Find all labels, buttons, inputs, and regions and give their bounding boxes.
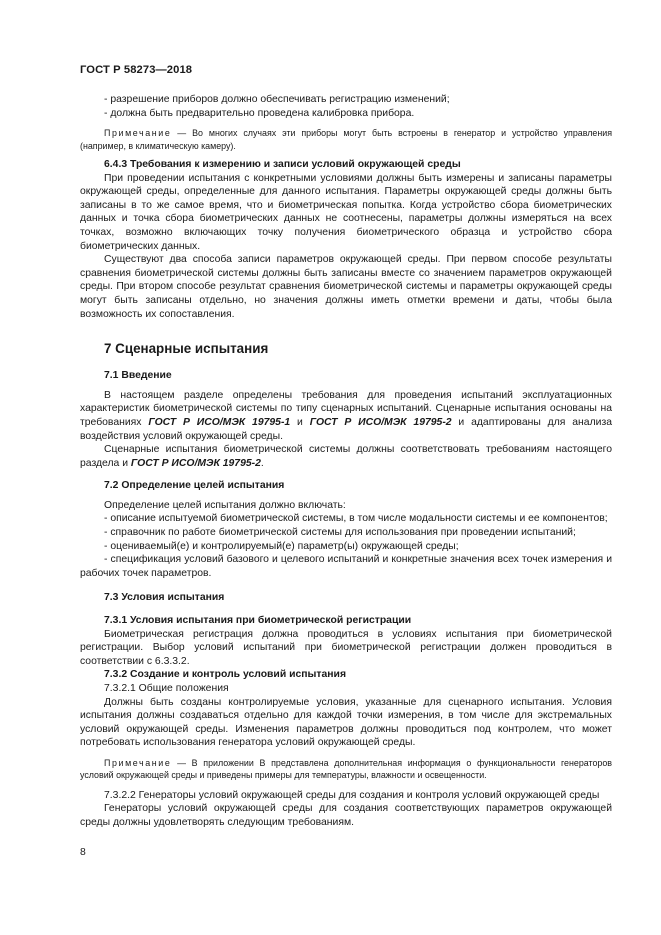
page-body (80, 93, 612, 830)
text-run: . (260, 457, 264, 469)
note-text: — В приложении В представлена дополнительная информация о функциональности генераторов условий окружающей среды и приведены примеры для температуры, влажности и освещенности. (80, 757, 612, 781)
list-item: - оцениваемый(е) и контролируемый(е) параметр(ы) окружающей среды; (104, 540, 459, 552)
document-code-header: ГОСТ Р 58273—2018 (80, 64, 193, 76)
text-run: В настоящем разделе определены требования для проведения испытаний эксплуатационных характеристик биометрической системы по типу сценарных испытаний. Сценарные испытания основаны на требованиях (80, 389, 612, 428)
section-heading-6-4-3: 6.4.3 Требования к измерению и записи условий окружающей среды (104, 159, 461, 170)
text-run: и (290, 416, 310, 428)
page-number: 8 (80, 847, 86, 858)
note (80, 127, 612, 152)
section-heading-7-3-1: 7.3.1 Условия испытания при биометрической регистрации (104, 615, 412, 627)
paragraph: Определение целей испытания должно включать: (104, 499, 346, 511)
section-heading-7: 7 Сценарные испытания (104, 341, 269, 357)
paragraph: Существуют два способа записи параметров окружающей среды. При первом способе результаты сравнения биометрической системы должны быть записаны вместе со значением параметров окружающей среды. При втором способе результат сравнения биометрической системы и параметры окружающей среды могут быть записаны отдельно, но значения должны иметь отметки времени и даты, чтобы была возможность их сопоставления. (80, 254, 612, 320)
note (80, 757, 612, 782)
section-heading-7-2: 7.2 Определение целей испытания (104, 480, 285, 492)
section-heading-7-1: 7.1 Введение (104, 370, 172, 382)
paragraph: Биометрическая регистрация должна проводиться в условиях испытания при биометрической регистрации. Выбор условий испытаний при биометрической регистрации должен проводиться в соответствии с 6.3.3.2. (80, 628, 612, 667)
standard-reference: ГОСТ Р ИСО/МЭК 19795-2 (130, 457, 261, 469)
text-run: Сценарные испытания биометрической системы должны соответствовать требованиям настоящего раздела и (80, 444, 612, 469)
note-label: Примечание (104, 757, 172, 768)
list-item: - должна быть предварительно проведена калибровка прибора. (104, 107, 415, 119)
paragraph: При проведении испытания с конкретными условиями должны быть измерены и записаны параметры окружающей среды, определенные для данного испытания. Параметры окружающей среды должны быть записаны в то же самое время, что и биометрическая попытка. Когда устройство сбора биометрических данных и точка сбора биометрических данных не соотнесены, параметры должны измеряться на всех точках, возможно включающих точку получения биометрического образца и устройство сбора биометрических данных. (80, 172, 612, 252)
paragraph (80, 389, 612, 443)
list-item: - справочник по работе биометрической системы для использования при проведении испытаний; (104, 527, 576, 539)
list-item: - разрешение приборов должно обеспечивать регистрацию изменений; (104, 94, 450, 105)
section-heading-7-3-2-1: 7.3.2.1 Общие положения (104, 683, 229, 694)
note-label: Примечание (104, 128, 172, 139)
list-item: - спецификация условий базового и целевого испытаний и конкретные значения всех точек измерения и рабочих точек параметров. (80, 554, 612, 579)
section-heading-7-3-2: 7.3.2 Создание и контроль условий испытания (104, 669, 347, 681)
standard-reference: ГОСТ Р ИСО/МЭК 19795-2 (309, 416, 452, 428)
paragraph: 7.3.2.2 Генераторы условий окружающей среды для создания и контроля условий окружающей среды (104, 789, 600, 801)
paragraph: Генераторы условий окружающей среды для создания соответствующих параметров окружающей среды должны удовлетворять следующим требованиям. (80, 803, 612, 828)
standard-reference: ГОСТ Р ИСО/МЭК 19795-1 (148, 416, 291, 428)
section-heading-7-3: 7.3 Условия испытания (104, 592, 225, 604)
text-run: и адаптированы для анализа воздействия условий окружающей среды. (80, 416, 612, 442)
paragraph: Должны быть созданы контролируемые условия, указанные для сценарного испытания. Условия испытания должны создаваться отдельно для каждой точки измерения, в том числе для экстремальных условий окружающей среды. Изменения параметров должны проводиться под контролем, что может потребовать использования генератора условий окружающей среды. (80, 696, 612, 749)
note-text: — Во многих случаях эти приборы могут быть встроены в генератор и устройство управления (например, в климатическую камеру). (80, 128, 612, 151)
paragraph (80, 443, 612, 470)
list-item: - описание испытуемой биометрической системы, в том числе модальности системы и ее компонентов; (104, 513, 608, 525)
